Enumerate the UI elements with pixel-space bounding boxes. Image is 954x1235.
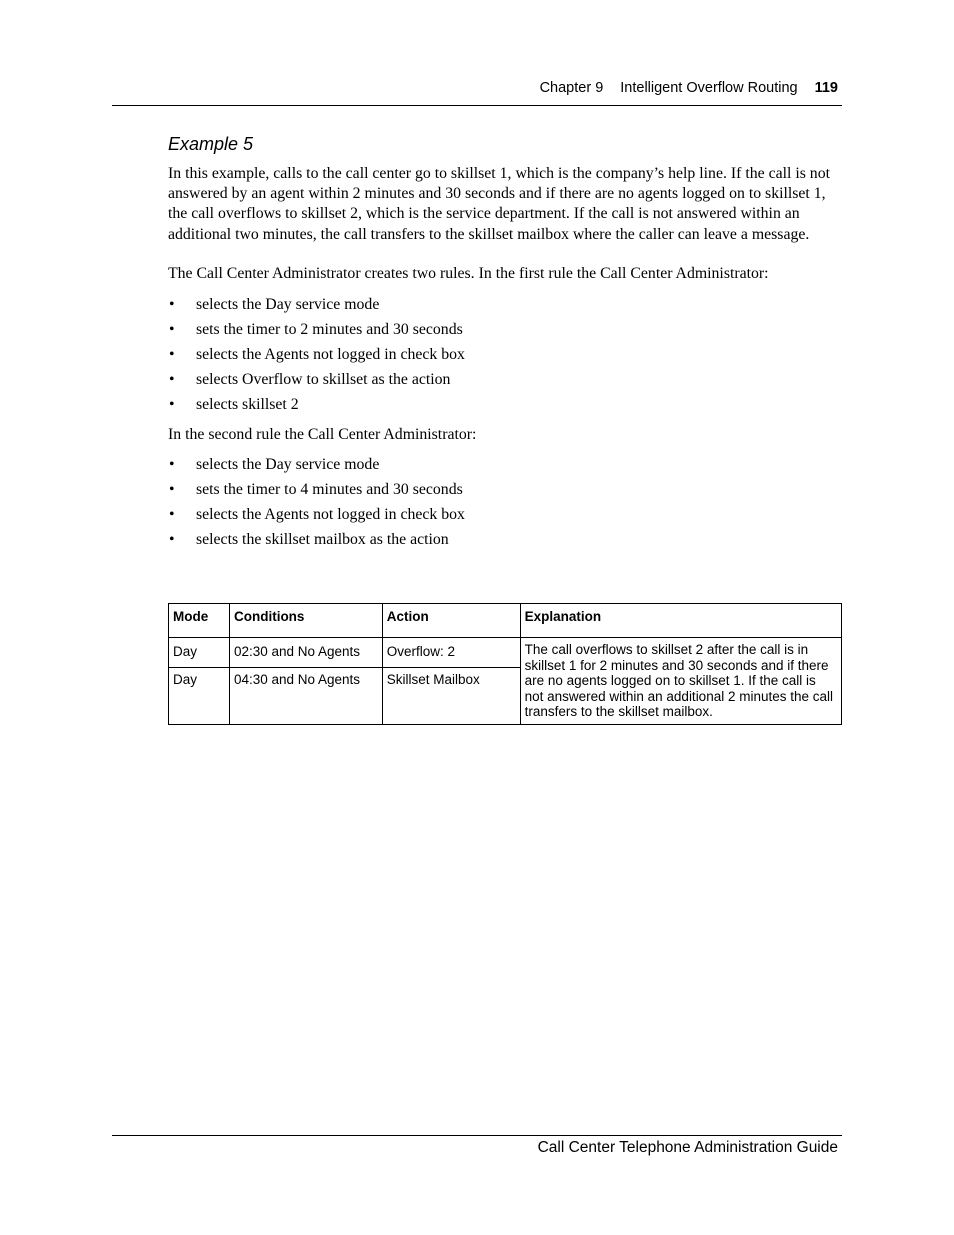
bullet-icon: • [169,531,175,549]
rule1-intro: The Call Center Administrator creates two rules. In the first rule the Call Center Administrator: [168,264,769,282]
rule1-list [168,294,842,419]
cell-explanation: The call overflows to skillset 2 after the call is in skillset 1 for 2 minutes and 30 seconds and if there are no agents logged on to skillset 1. If the call is not answered within an additional 2 minutes the call transfers to the skillset mailbox. [520,638,841,725]
list-item-text: selects the Agents not logged in check box [196,346,465,364]
column-header-mode: Mode [169,604,230,638]
column-header-action: Action [382,604,520,638]
list-item-text: selects the skillset mailbox as the action [196,531,449,549]
list-item [168,529,842,554]
list-item-text: selects the Day service mode [196,296,380,314]
cell-conditions: 04:30 and No Agents [229,667,382,724]
list-item [168,504,842,529]
list-item [168,294,842,319]
bullet-icon: • [169,506,175,524]
header-chapter-title: Intelligent Overflow Routing [620,80,798,96]
cell-action: Overflow: 2 [382,638,520,668]
list-item [168,454,842,479]
column-header-explanation: Explanation [520,604,841,638]
header-chapter: Chapter 9 [539,80,604,96]
page-number: 119 [814,80,838,96]
rule2-intro: In the second rule the Call Center Administrator: [168,426,477,444]
list-item-text: sets the timer to 4 minutes and 30 seconds [196,481,463,499]
column-header-conditions: Conditions [229,604,382,638]
bullet-icon: • [169,321,175,339]
table-row [169,638,842,668]
bullet-icon: • [169,296,175,314]
list-item [168,479,842,504]
rules-table [168,603,842,725]
list-item-text: selects the Day service mode [196,456,380,474]
list-item [168,369,842,394]
bullet-icon: • [169,371,175,389]
section-title: Example 5 [168,134,254,154]
list-item-text: selects Overflow to skillset as the action [196,371,451,389]
bullet-icon: • [169,456,175,474]
bullet-icon: • [169,396,175,414]
running-header [540,80,838,96]
list-item-text: sets the timer to 2 minutes and 30 seconds [196,321,463,339]
cell-mode: Day [169,667,230,724]
bullet-icon: • [169,481,175,499]
cell-conditions: 02:30 and No Agents [229,638,382,668]
intro-paragraph: In this example, calls to the call center go to skillset 1, which is the company’s help line. If the call is not answered by an agent within 2 minutes and 30 seconds and if there are no agents logged on to skillset 1, the call overflows to skillset 2, which is the service department. If the call is not answered within an additional two minutes, the call transfers to the skillset mailbox where the caller can leave a message. [168,165,830,243]
cell-action: Skillset Mailbox [382,667,520,724]
list-item-text: selects the Agents not logged in check box [196,506,465,524]
page-content [168,134,842,554]
list-item-text: selects skillset 2 [196,396,299,414]
footer-divider [112,1135,842,1136]
table-header-row [169,604,842,638]
list-item [168,319,842,344]
cell-mode: Day [169,638,230,668]
header-divider [112,105,842,106]
rule2-list [168,454,842,554]
list-item [168,394,842,419]
list-item [168,344,842,369]
bullet-icon: • [169,346,175,364]
running-footer: Call Center Telephone Administration Guide [537,1139,838,1156]
